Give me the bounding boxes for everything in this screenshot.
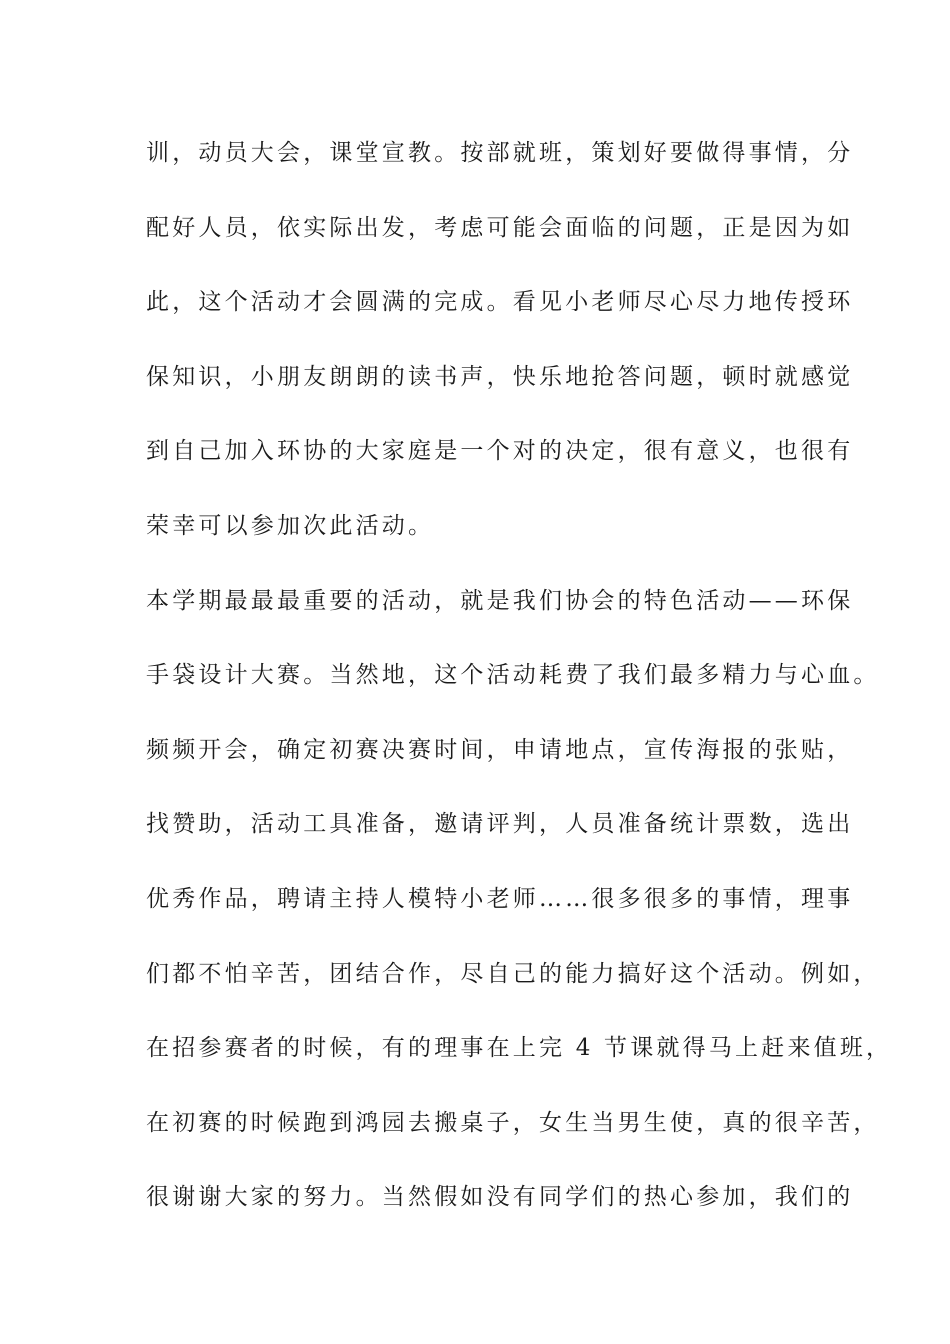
text-line: 手袋设计大赛。当然地，这个活动耗费了我们最多精力与心血。 [146, 662, 880, 689]
text-line: 频频开会，确定初赛决赛时间，申请地点，宣传海报的张贴， [146, 736, 854, 763]
text-line: 很谢谢大家的努力。当然假如没有同学们的热心参加，我们的 [146, 1184, 854, 1211]
text-line: 在招参赛者的时候，有的理事在上完 4 节课就得马上赶来值班， [146, 1035, 893, 1062]
text-line: 保知识，小朋友朗朗的读书声，快乐地抢答问题，顿时就感觉 [146, 363, 854, 390]
text-line: 在初赛的时候跑到鸿园去搬桌子，女生当男生使，真的很辛苦， [146, 1109, 880, 1136]
text-line: 们都不怕辛苦，团结合作，尽自己的能力搞好这个活动。例如， [146, 960, 880, 987]
text-line: 优秀作品，聘请主持人模特小老师……很多很多的事情，理事 [146, 885, 854, 912]
text-line: 此，这个活动才会圆满的完成。看见小老师尽心尽力地传授环 [146, 289, 854, 316]
text-line: 训，动员大会，课堂宣教。按部就班，策划好要做得事情，分 [146, 140, 854, 166]
text-line: 荣幸可以参加次此活动。 [146, 512, 435, 539]
text-line: 找赞助，活动工具准备，邀请评判，人员准备统计票数，选出 [146, 811, 854, 838]
text-line: 配好人员，依实际出发，考虑可能会面临的问题，正是因为如 [146, 214, 854, 241]
text-line: 本学期最最最重要的活动，就是我们协会的特色活动——环保 [146, 587, 854, 614]
body-text [146, 131, 893, 1250]
text-line: 到自己加入环协的大家庭是一个对的决定，很有意义，也很有 [146, 438, 854, 465]
